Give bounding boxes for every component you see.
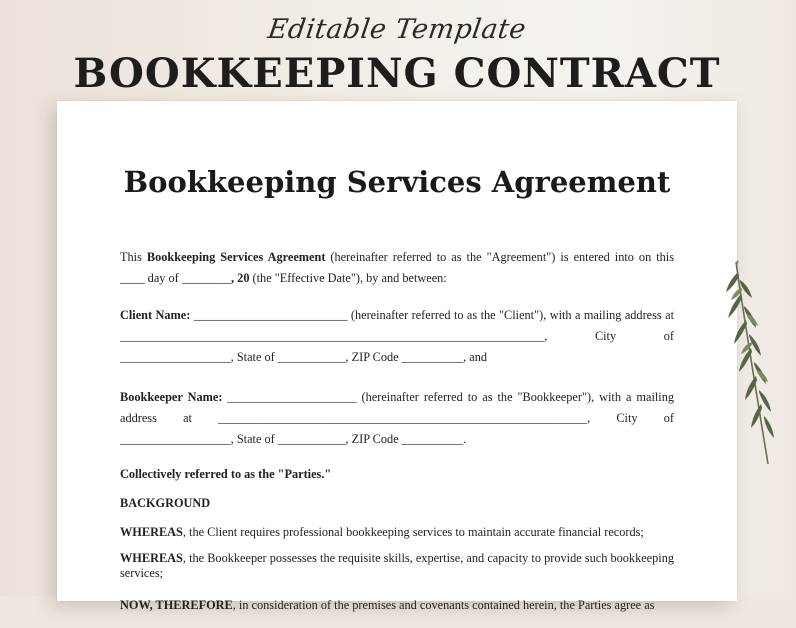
rosemary-sprig-icon xyxy=(718,258,788,468)
header-main-title: BOOKKEEPING CONTRACT xyxy=(73,50,721,97)
intro-year: , 20 xyxy=(231,271,250,285)
now-therefore-paragraph xyxy=(120,595,674,616)
document-title: Bookkeeping Services Agreement xyxy=(123,165,671,199)
client-label: Client Name: xyxy=(120,308,191,322)
intro-post: (hereinafter referred to as the "Agreement") is entered into on this ____ day of ________ xyxy=(120,250,675,285)
whereas2-bold: WHEREAS xyxy=(120,551,183,565)
client-text: _________________________ (hereinafter referred to as the "Client"), with a mailing address at _____________________________________________________________________, City of __________________, State of ___________, ZIP Code __________, and xyxy=(120,308,674,364)
now-therefore-text: , in consideration of the premises and covenants contained herein, the Parties agree as xyxy=(232,598,655,612)
now-therefore-bold: NOW, THEREFORE xyxy=(120,598,233,612)
intro-agreement-name: Bookkeeping Services Agreement xyxy=(146,250,326,264)
bookkeeper-paragraph xyxy=(120,387,674,450)
header-script-title: Editable Template xyxy=(265,14,529,45)
intro-pre: This xyxy=(120,250,147,264)
client-paragraph xyxy=(120,305,674,368)
whereas1-bold: WHEREAS xyxy=(120,525,183,539)
document-body xyxy=(120,247,674,628)
collectively-paragraph xyxy=(120,464,674,485)
whereas2-paragraph xyxy=(120,551,674,581)
whereas1-text: , the Client requires professional bookkeeping services to maintain accurate financial records; xyxy=(182,525,644,539)
whereas1-paragraph xyxy=(120,522,674,543)
intro-paragraph xyxy=(120,247,674,289)
background-heading: BACKGROUND xyxy=(120,496,211,510)
document-page xyxy=(57,101,737,612)
whereas2-text: , the Bookkeeper possesses the requisite skills, expertise, and capacity to provide such bookkeeping services; xyxy=(120,551,674,580)
bookkeeper-text: _____________________ (hereinafter referred to as the "Bookkeeper"), with a mailing address at ____________________________________________________________, City of __________________, State of ___________, ZIP Code __________. xyxy=(120,390,674,446)
intro-effective-date: (the "Effective Date"), by and between: xyxy=(249,271,447,285)
background-paragraph xyxy=(120,493,674,514)
collectively-text: Collectively referred to as the "Parties." xyxy=(120,467,332,481)
bookkeeper-label: Bookkeeper Name: xyxy=(120,390,223,404)
